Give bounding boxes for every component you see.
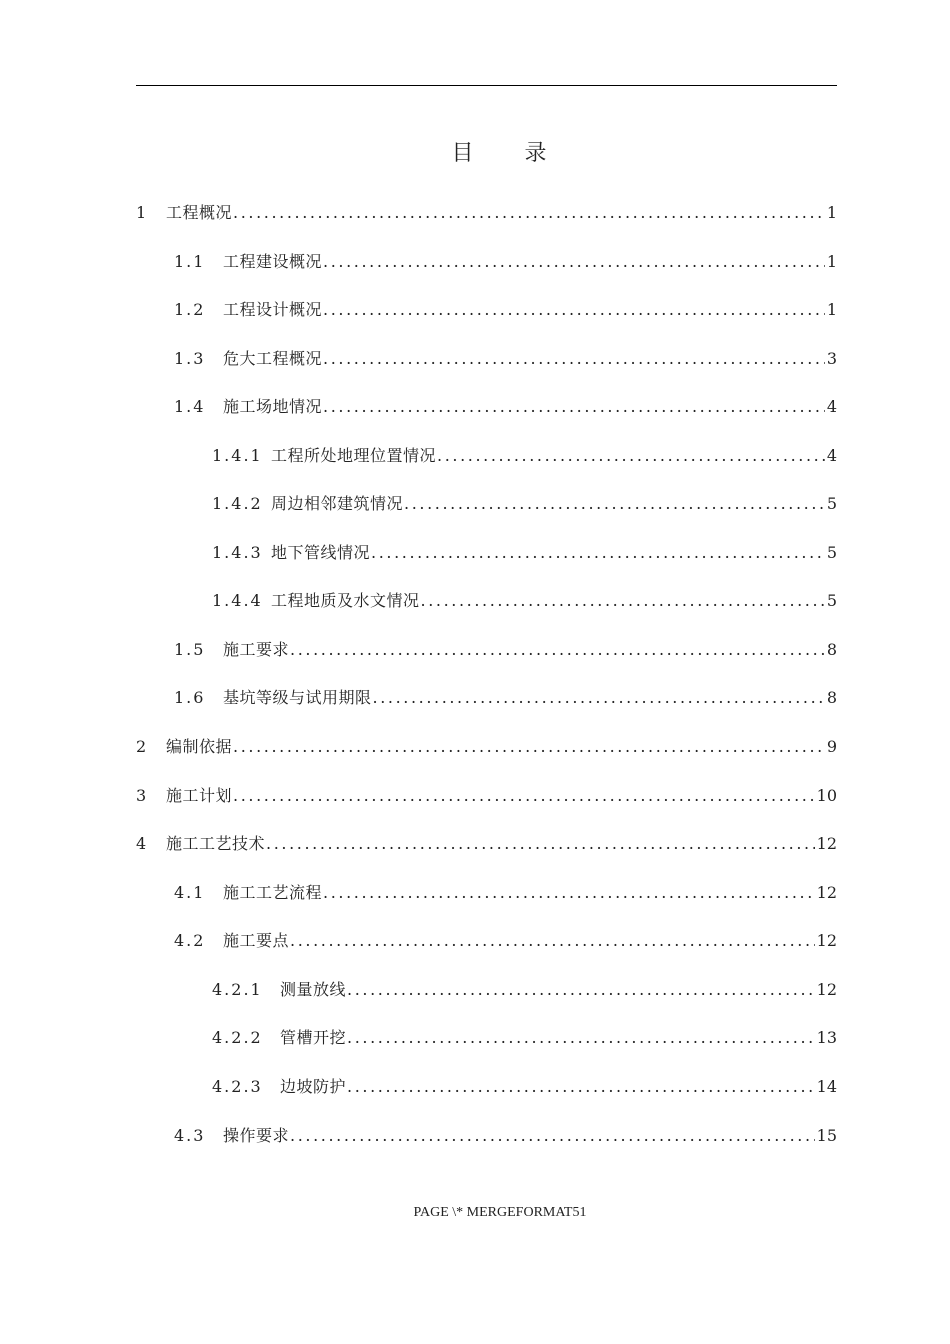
toc-entry[interactable] bbox=[174, 392, 837, 422]
toc-entry-page: 12 bbox=[816, 980, 837, 999]
toc-entry[interactable] bbox=[136, 732, 837, 762]
toc-entry-page: 5 bbox=[826, 494, 837, 513]
toc-leader-dots bbox=[290, 635, 825, 665]
toc-entry[interactable] bbox=[174, 683, 837, 713]
toc-leader-dots bbox=[404, 489, 825, 519]
toc-entry-page: 5 bbox=[826, 543, 837, 562]
toc-entry-page: 10 bbox=[816, 786, 837, 805]
toc-entry-page: 13 bbox=[816, 1028, 837, 1047]
toc-entry-page: 5 bbox=[826, 591, 837, 610]
toc-entry[interactable] bbox=[174, 926, 837, 956]
toc-entry-title: 施工工艺技术 bbox=[166, 834, 266, 853]
toc-entry-title: 工程地质及水文情况 bbox=[271, 591, 420, 610]
toc-entry-number: 1.4.2 bbox=[212, 494, 263, 513]
toc-entry[interactable] bbox=[136, 829, 837, 859]
toc-entry-number: 1.6 bbox=[174, 688, 206, 707]
toc-leader-dots bbox=[233, 781, 815, 811]
toc-entry-number: 1.1 bbox=[174, 252, 206, 271]
toc-entry[interactable] bbox=[136, 198, 837, 228]
toc-entry-number: 4.2.2 bbox=[212, 1028, 263, 1047]
toc-entry[interactable] bbox=[174, 878, 837, 908]
toc-entry-title: 施工场地情况 bbox=[223, 397, 323, 416]
toc-entry-page: 9 bbox=[826, 737, 837, 756]
toc-leader-dots bbox=[347, 975, 815, 1005]
toc-entry-number: 1.4.3 bbox=[212, 543, 263, 562]
toc-entry-page: 4 bbox=[826, 397, 837, 416]
toc-entry-title: 基坑等级与试用期限 bbox=[223, 688, 372, 707]
toc-entry-page: 8 bbox=[826, 688, 837, 707]
toc-entry-title: 施工要点 bbox=[223, 931, 290, 950]
toc-leader-dots bbox=[347, 1023, 815, 1053]
toc-entry-title: 工程设计概况 bbox=[223, 300, 323, 319]
toc-entry-title: 操作要求 bbox=[223, 1126, 290, 1145]
toc-entry-number: 4.2 bbox=[174, 931, 206, 950]
toc-entry-title: 施工要求 bbox=[223, 640, 290, 659]
toc-entry-title: 管槽开挖 bbox=[280, 1028, 347, 1047]
toc-entry-title: 编制依据 bbox=[166, 737, 233, 756]
toc-entry-number: 4.3 bbox=[174, 1126, 206, 1145]
toc-entry-number: 1.4.1 bbox=[212, 446, 263, 465]
toc-entry[interactable] bbox=[212, 538, 837, 568]
toc-entry-title: 边坡防护 bbox=[280, 1077, 347, 1096]
toc-entry-page: 4 bbox=[826, 446, 837, 465]
toc-entry-number: 3 bbox=[136, 786, 149, 805]
toc-entry-title: 工程建设概况 bbox=[223, 252, 323, 271]
toc-entry[interactable] bbox=[174, 635, 837, 665]
toc-entry[interactable] bbox=[212, 586, 837, 616]
toc-entry-page: 12 bbox=[816, 883, 837, 902]
toc-entry[interactable] bbox=[212, 1023, 837, 1053]
toc-entry[interactable] bbox=[174, 247, 837, 277]
toc-leader-dots bbox=[421, 586, 825, 616]
toc-entry-number: 4 bbox=[136, 834, 149, 853]
toc-entry-number: 1.4.4 bbox=[212, 591, 263, 610]
toc-leader-dots bbox=[371, 538, 825, 568]
toc-leader-dots bbox=[266, 829, 815, 859]
toc-leader-dots bbox=[323, 392, 825, 422]
toc-entry-page: 12 bbox=[816, 931, 837, 950]
toc-entry-page: 14 bbox=[816, 1077, 837, 1096]
toc-entry[interactable] bbox=[136, 781, 837, 811]
toc-entry-number: 1.4 bbox=[174, 397, 206, 416]
toc-entry-title: 测量放线 bbox=[280, 980, 347, 999]
toc-entry-title: 地下管线情况 bbox=[271, 543, 371, 562]
toc-entry-number: 4.2.3 bbox=[212, 1077, 263, 1096]
toc-leader-dots bbox=[323, 295, 825, 325]
toc-entry-number: 1.3 bbox=[174, 349, 206, 368]
toc-leader-dots bbox=[323, 247, 825, 277]
toc-entry[interactable] bbox=[174, 295, 837, 325]
toc-entry-title: 周边相邻建筑情况 bbox=[271, 494, 404, 513]
toc-entry-title: 危大工程概况 bbox=[223, 349, 323, 368]
toc-entry-title: 工程概况 bbox=[166, 203, 233, 222]
toc-leader-dots bbox=[373, 683, 825, 713]
toc-entry[interactable] bbox=[212, 441, 837, 471]
toc-entry[interactable] bbox=[174, 1121, 837, 1151]
toc-entry-page: 12 bbox=[816, 834, 837, 853]
toc-entry-number: 2 bbox=[136, 737, 149, 756]
toc-entry-number: 4.1 bbox=[174, 883, 206, 902]
toc-entry-page: 15 bbox=[816, 1126, 837, 1145]
toc-entry-page: 1 bbox=[826, 203, 837, 222]
toc-entry[interactable] bbox=[212, 1072, 837, 1102]
toc-entry-title: 工程所处地理位置情况 bbox=[271, 446, 437, 465]
toc-entry-number: 1.5 bbox=[174, 640, 206, 659]
toc-leader-dots bbox=[233, 732, 825, 762]
toc-entry-number: 1.2 bbox=[174, 300, 206, 319]
toc-entry-page: 8 bbox=[826, 640, 837, 659]
toc-entry-title: 施工计划 bbox=[166, 786, 233, 805]
toc-leader-dots bbox=[323, 878, 815, 908]
toc-entry[interactable] bbox=[212, 489, 837, 519]
toc-entry-page: 1 bbox=[826, 300, 837, 319]
toc-entry[interactable] bbox=[174, 344, 837, 374]
toc-leader-dots bbox=[290, 1121, 815, 1151]
toc-entry-page: 3 bbox=[826, 349, 837, 368]
toc-entry-number: 4.2.1 bbox=[212, 980, 263, 999]
toc-entry-page: 1 bbox=[826, 252, 837, 271]
toc-leader-dots bbox=[290, 926, 815, 956]
toc-entry-title: 施工工艺流程 bbox=[223, 883, 323, 902]
toc-leader-dots bbox=[323, 344, 825, 374]
toc-entry-number: 1 bbox=[136, 203, 149, 222]
toc-entry[interactable] bbox=[212, 975, 837, 1005]
toc-leader-dots bbox=[437, 441, 825, 471]
toc-leader-dots bbox=[233, 198, 825, 228]
toc-title: 目 录 bbox=[451, 141, 569, 166]
page-footer: PAGE \* MERGEFORMAT51 bbox=[413, 1205, 587, 1220]
toc-leader-dots bbox=[347, 1072, 815, 1102]
